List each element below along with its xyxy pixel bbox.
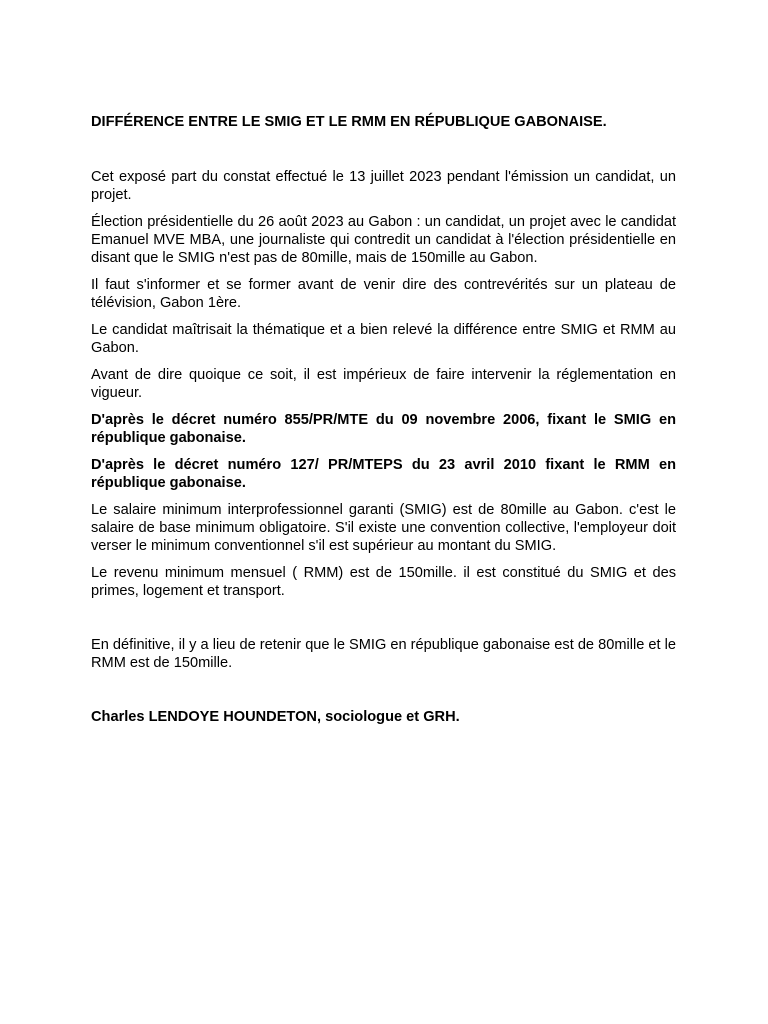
document-title: DIFFÉRENCE ENTRE LE SMIG ET LE RMM EN RÉPUBLIQUE GABONAISE. [91, 114, 607, 130]
paragraph-regulation: Avant de dire quoique ce soit, il est impérieux de faire intervenir la réglementation en vigueur. [91, 367, 676, 401]
paragraph-intro: Cet exposé part du constat effectué le 13 juillet 2023 pendant l'émission un candidat, un projet. [91, 169, 676, 203]
paragraph-candidate: Le candidat maîtrisait la thématique et a bien relevé la différence entre SMIG et RMM au Gabon. [91, 322, 676, 356]
paragraph-inform: Il faut s'informer et se former avant de venir dire des contrevérités sur un plateau de télévision, Gabon 1ère. [91, 277, 676, 311]
signature: Charles LENDOYE HOUNDETON, sociologue et GRH. [91, 709, 460, 725]
paragraph-election: Élection présidentielle du 26 août 2023 au Gabon : un candidat, un projet avec le candidat Emanuel MVE MBA, une journaliste qui contredit un candidat à l'élection présidentielle en disant que le SMIG n'est pas de 80mille, mais de 150mille au Gabon. [91, 214, 676, 266]
paragraph-decree-rmm: D'après le décret numéro 127/ PR/MTEPS du 23 avril 2010 fixant le RMM en république gabonaise. [91, 457, 676, 491]
paragraph-decree-smig: D'après le décret numéro 855/PR/MTE du 09 novembre 2006, fixant le SMIG en république gabonaise. [91, 412, 676, 446]
paragraph-smig-definition: Le salaire minimum interprofessionnel garanti (SMIG) est de 80mille au Gabon. c'est le salaire de base minimum obligatoire. S'il existe une convention collective, l'employeur doit verser le minimum conventionnel s'il est supérieur au montant du SMIG. [91, 502, 676, 554]
paragraph-conclusion: En définitive, il y a lieu de retenir que le SMIG en république gabonaise est de 80mille et le RMM est de 150mille. [91, 637, 676, 671]
paragraph-rmm-definition: Le revenu minimum mensuel ( RMM) est de 150mille. il est constitué du SMIG et des primes, logement et transport. [91, 565, 676, 599]
document-body [91, 113, 676, 726]
